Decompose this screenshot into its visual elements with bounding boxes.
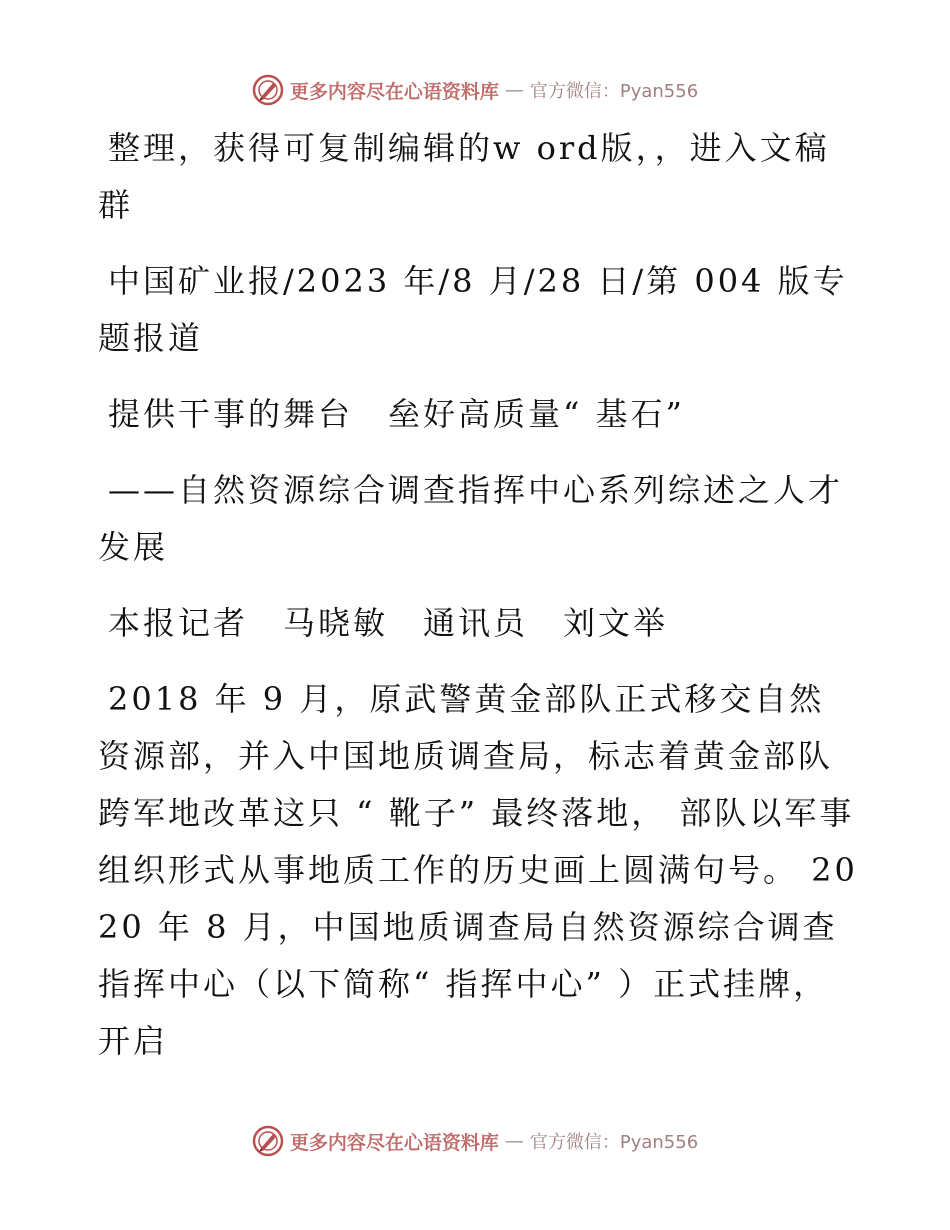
byline: 本报记者 马晓敏 通讯员 刘文举 [108, 604, 669, 642]
banner-separator: — [504, 1130, 524, 1152]
article-subtitle: ——自然资源综合调查指挥中心系列综述之人才发展 [98, 471, 844, 566]
footer-banner [0, 1121, 950, 1161]
source-line: 中国矿业报/2023 年/8 月/28 日/第 004 版专题报道 [98, 262, 848, 357]
article-title: 提供干事的舞台 垒好高质量“ 基石” [108, 395, 685, 433]
pen-logo-icon [252, 74, 284, 106]
article-body [98, 120, 858, 1089]
banner-site-name: 更多内容尽在心语资料库 [289, 80, 499, 103]
body-paragraph: 2018 年 9 月，原武警黄金部队正式移交自然资源部，并入中国地质调查局，标志着黄金部队跨军地改革这只 “ 靴子” 最终落地， 部队以军事组织形式从事地质工作的历史画上圆满句号。 2020 年 8 月，中国地质调查局自然资源综合调查指挥中心（以下简称“ 指挥中心” ）正式挂牌，开启 [98, 680, 858, 1060]
intro-note: 整理，获得可复制编辑的w ord版，，进入文稿群 [98, 129, 830, 224]
banner-separator: — [504, 79, 524, 101]
banner-wechat: 官方微信：Pyan556 [529, 1132, 699, 1153]
pen-logo-icon [252, 1125, 284, 1157]
banner-wechat: 官方微信：Pyan556 [529, 81, 699, 102]
banner-site-name: 更多内容尽在心语资料库 [289, 1131, 499, 1154]
header-banner [0, 70, 950, 110]
